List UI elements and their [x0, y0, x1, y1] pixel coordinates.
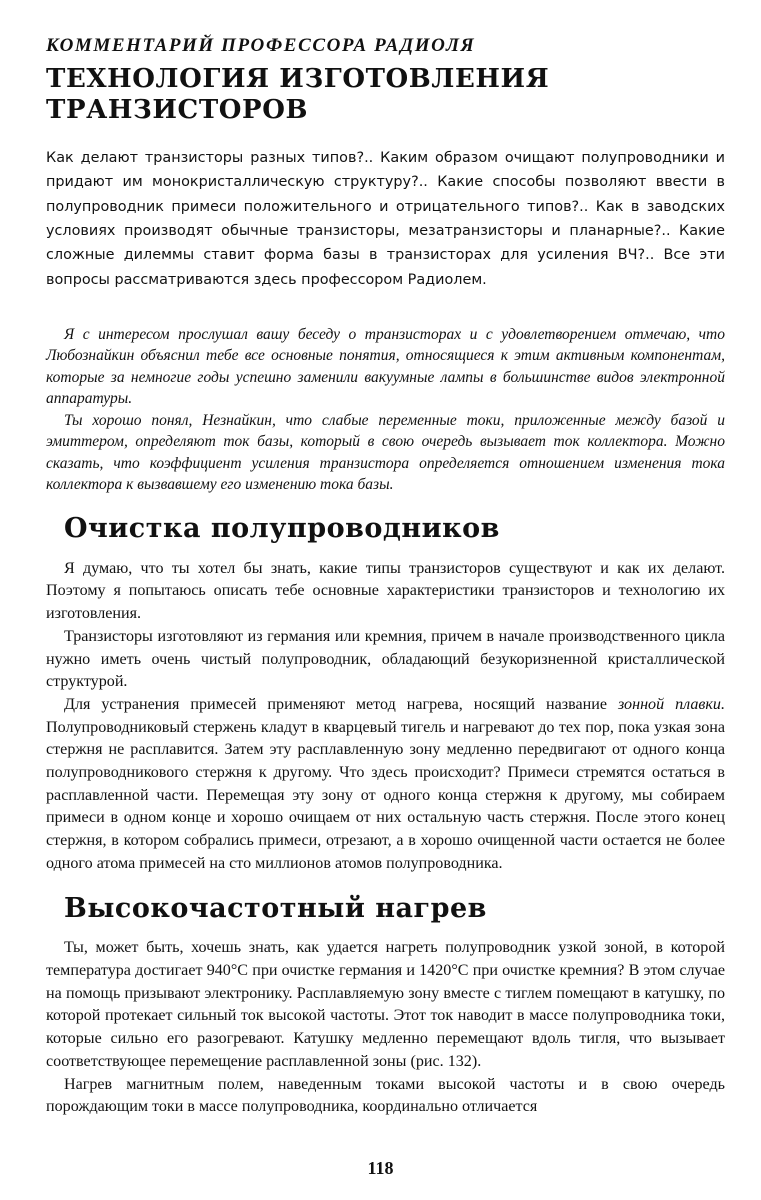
- lead-paragraph: Как делают транзисторы разных типов?.. Каким образом очищают полупроводники и придают им монокристаллическую структуру?.. Какие способы позволяют ввести в полупроводник примеси положительного и отрицательного типов?.. Как в заводских условиях производят обычные транзисторы, мезатранзисторы и планарные?.. Какие сложные дилеммы ставит форма базы в транзисторах для усиления ВЧ?.. Все эти вопросы рассматриваются здесь профессором Радиолем.: [46, 150, 725, 288]
- body-paragraph: Ты, может быть, хочешь знать, как удается нагреть полупроводник узкой зоной, в которой температура достигает 940°С при очистке германия и 1420°С при очистке кремния? В этом случае на помощь призывают электронику. Расплавляемую зону вместе с тиглем помещают в катушку, по которой протекает сильный ток высокой частоты. Этот ток наводит в массе полупроводника токи, которые сильно его разогревают. Катушку медленно перемещают вдоль тигля, что вызывает соответствующее перемещение расплавленной зоны (рис. 132).: [46, 939, 725, 1070]
- section-heading-purification: Очистка полупроводников: [64, 512, 500, 544]
- italic-introduction: [46, 324, 725, 496]
- section-body-purification: [46, 558, 725, 876]
- term-zone-melting: зонной плавки.: [617, 695, 726, 713]
- body-paragraph: Транзисторы изготовляют из германия или кремния, причем в начале производственного цикла нужно иметь очень чистый полупроводник, обладающий безукоризненной кристаллической структурой.: [46, 627, 725, 691]
- section-kicker: КОММЕНТАРИЙ ПРОФЕССОРА РАДИОЛЯ: [46, 35, 476, 56]
- intro-paragraph: Ты хорошо понял, Незнайкин, что слабые переменные токи, приложенные между базой и эмиттером, определяют ток базы, который в свою очередь вызывает ток коллектора. Можно сказать, что коэффициент усиления транзистора определяется отношением изменения тока коллектора к вызвавшему его изменению тока базы.: [46, 411, 725, 494]
- body-paragraph: Нагрев магнитным полем, наведенным токами высокой частоты и в свою очередь порождающим токи в массе полупроводника, координально отличается: [46, 1075, 725, 1116]
- page-number: 118: [367, 1158, 394, 1178]
- body-paragraph: Я думаю, что ты хотел бы знать, какие типы транзисторов существуют и как их делают. Поэтому я попытаюсь описать тебе основные характеристики транзисторов и технологию их изготовления.: [46, 559, 725, 623]
- paragraph-text: Для устранения примесей применяют метод нагрева, носящий название: [64, 695, 618, 713]
- chapter-title: ТЕХНОЛОГИЯ ИЗГОТОВЛЕНИЯ ТРАНЗИСТОРОВ: [46, 63, 550, 125]
- section-heading-hf-heating: Высокочастотный нагрев: [64, 892, 487, 924]
- body-paragraph: [46, 694, 725, 876]
- intro-paragraph: Я с интересом прослушал вашу беседу о транзисторах и с удовлетворением отмечаю, что Любознайкин объяснил тебе все основные понятия, относящиеся к этим активным компонентам, которые за немногие годы успешно заменили вакуумные лампы в большинстве видов электронной аппаратуры.: [46, 325, 725, 408]
- paragraph-text: Полупроводниковый стержень кладут в кварцевый тигель и нагревают до тех пор, пока узкая зона стержня не расплавится. Затем эту расплавленную зону медленно передвигают от одного конца полупроводникового стержня к другому. Что здесь происходит? Примеси стремятся остаться в расплавленной части. Перемещая эту зону от одного конца стержня к другому, мы собираем примеси в одном конце и хорошо очищаем от них остальную часть стержня. После этого конец стержня, в котором собрались примеси, отрезают, а в хорошо очищенной части остается не более одного атома примесей на сто миллионов атомов полупроводника.: [46, 718, 725, 872]
- chapter-lead: [46, 146, 725, 292]
- section-body-hf-heating: [46, 937, 725, 1119]
